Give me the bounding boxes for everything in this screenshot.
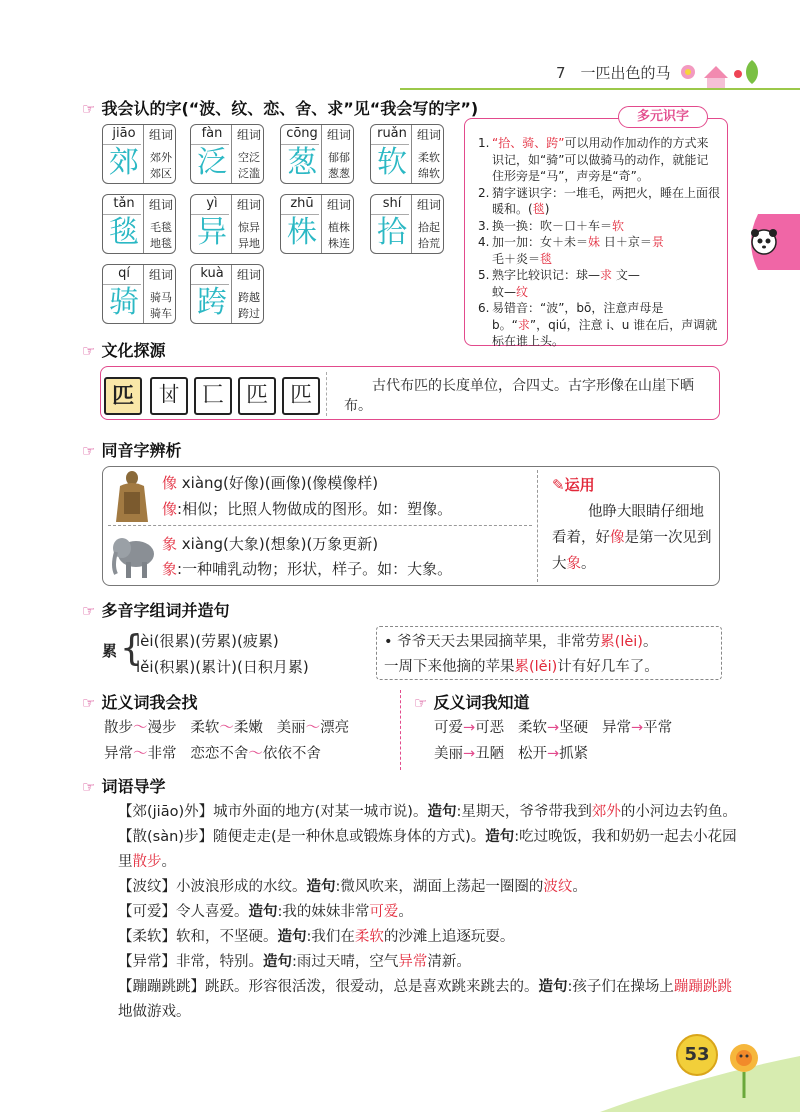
culture-divider xyxy=(326,372,327,416)
char-word-2: 郊区 xyxy=(150,167,172,180)
glossary-section-title: ☞ 词语导学 xyxy=(82,777,166,796)
homophone-vdivider xyxy=(537,470,538,582)
homophone-section-title: ☞ 同音字辨析 xyxy=(82,441,182,460)
card-divider xyxy=(231,125,232,183)
group-label: 组词 xyxy=(148,128,173,142)
culture-ancient-char-4: 匹 xyxy=(282,377,320,415)
glossary-list xyxy=(118,800,738,1025)
polyphone-sentence-1: • 爷爷天天去果园摘苹果，非常劳累(lèi)。 xyxy=(384,634,658,650)
polyphone-reading-2: lěi(积累)(累计)(日积月累) xyxy=(136,658,309,676)
polyphone-char: 累 xyxy=(102,642,118,660)
char-card-10 xyxy=(190,264,264,324)
char-glyph: 郊 xyxy=(109,145,139,180)
culture-text: 古代布匹的长度单位，合四丈。古字形像在山崖下晒布。 xyxy=(344,378,694,414)
glossary-entry: 【散(sàn)步】随便走走(是一种休息或锻炼身体的方式)。造句:吃过晚饭，我和奶奶一起去小花园里散步。 xyxy=(118,829,737,870)
card-divider xyxy=(321,195,322,253)
char-word-1: 柔软 xyxy=(418,151,440,164)
char-pinyin: kuà xyxy=(200,266,224,281)
char-word-1: 毛毯 xyxy=(150,221,172,234)
char-word-1: 空泛 xyxy=(238,151,260,164)
page-number: 53 xyxy=(676,1034,718,1076)
homophone-b-line2: 象:一种哺乳动物；形状，样子。如：大象。 xyxy=(162,560,453,578)
char-glyph: 毯 xyxy=(109,215,139,250)
confucius-statue-image xyxy=(110,468,154,524)
char-glyph: 拾 xyxy=(377,215,407,250)
char-glyph: 跨 xyxy=(197,285,227,320)
card-divider xyxy=(143,125,144,183)
char-card-9 xyxy=(102,264,176,324)
antonym-row-2: 美丽→丑陋 松开→抓紧 xyxy=(434,746,589,762)
card-divider xyxy=(231,265,232,323)
synonym-row-2: 异常～非常 恋恋不舍～依依不舍 xyxy=(104,746,321,762)
char-glyph: 泛 xyxy=(197,145,227,180)
char-pinyin: jiāo xyxy=(112,126,136,141)
char-word-2: 骑车 xyxy=(150,307,172,320)
char-pinyin: yì xyxy=(206,196,218,211)
multi-literacy-title: 多元识字 xyxy=(618,106,708,128)
culture-modern-char: 匹 xyxy=(104,377,142,415)
char-word-2: 株连 xyxy=(328,237,350,250)
homophone-a-line1: 像 xiàng(好像)(画像)(像模像样) xyxy=(162,474,379,492)
char-word-2: 跨过 xyxy=(238,307,260,320)
group-label: 组词 xyxy=(148,198,173,212)
char-card-4 xyxy=(370,124,444,184)
polyphone-section-title: ☞ 多音字组词并造句 xyxy=(82,601,230,620)
homophone-b-line1: 象 xiàng(大象)(想象)(万象更新) xyxy=(162,535,379,553)
homophone-use-title: ✎运用 xyxy=(552,476,595,494)
char-pinyin: shí xyxy=(382,196,402,211)
char-word-2: 葱葱 xyxy=(328,167,350,180)
card-divider xyxy=(143,265,144,323)
char-pinyin: cōng xyxy=(286,126,318,141)
glossary-entry: 【可爱】令人喜爱。造句:我的妹妹非常可爱。 xyxy=(118,904,413,920)
card-divider xyxy=(231,195,232,253)
char-glyph: 软 xyxy=(377,145,407,180)
char-word-2: 泛滥 xyxy=(238,167,260,180)
card-divider xyxy=(321,125,322,183)
polyphone-reading-1: lèi(很累)(劳累)(疲累) xyxy=(136,632,279,650)
group-label: 组词 xyxy=(236,198,261,212)
char-card-5 xyxy=(102,194,176,254)
pencil-icon: ✎ xyxy=(552,476,565,494)
char-card-6 xyxy=(190,194,264,254)
elephant-image xyxy=(108,530,158,582)
char-pinyin: tǎn xyxy=(113,196,135,211)
lesson-title: 7 一匹出色的马 xyxy=(556,64,671,82)
char-word-2: 拾荒 xyxy=(418,237,440,250)
culture-ancient-char-3: 匹 xyxy=(238,377,276,415)
antonym-section-title: ☞ 反义词我知道 xyxy=(414,693,530,712)
char-word-1: 跨越 xyxy=(238,291,260,304)
glossary-entry: 【蹦蹦跳跳】跳跃。形容很活泼，很爱动，总是喜欢跳来跳去的。造句:孩子们在操场上蹦蹦跳跳地做游戏。 xyxy=(118,979,732,1020)
card-divider xyxy=(143,195,144,253)
char-pinyin: fàn xyxy=(201,126,223,141)
antonym-row-1: 可爱→可恶 柔软→坚硬 异常→平常 xyxy=(434,720,673,736)
char-word-2: 绵软 xyxy=(418,167,440,180)
group-label: 组词 xyxy=(416,198,441,212)
synonym-section-title: ☞ 近义词我会找 xyxy=(82,693,198,712)
homophone-use-text: 他睁大眼睛仔细地看着，好像是第一次见到大象。 xyxy=(552,504,712,572)
multi-literacy-list: 1. “拾、骑、跨”可以用动作加动作的方式来识记，如“骑”可以做骑马的动作，就能记住形旁是“马”，声旁是“奇”。 2. 猜字谜识字：一堆毛，两把火，睡在上面很暖和。(毯) 3. 换一换：吹－口＋车＝软 4. 加一加：女＋未＝妹 日＋京＝景 毛＋炎＝毯 5. 熟字比较识记：球—求 文— 蚊—纹 6. 易错音：“波”，bō，注意声母是 b。“求”，qiú，注意 i、u 谁在后，声调就标在谁上头。 xyxy=(478,136,721,348)
glossary-entry: 【郊(jiāo)外】城市外面的地方(对某一城市说)。造句:星期天，爷爷带我到郊外的小河边去钓鱼。 xyxy=(118,804,737,820)
synonym-row-1: 散步～漫步 柔软～柔嫩 美丽～漂亮 xyxy=(104,720,350,736)
char-pinyin: qí xyxy=(118,266,130,281)
glossary-entry: 【波纹】小波浪形成的水纹。造句:微风吹来，湖面上荡起一圈圈的波纹。 xyxy=(118,879,587,895)
char-card-3 xyxy=(280,124,354,184)
char-word-1: 郊外 xyxy=(150,151,172,164)
group-label: 组词 xyxy=(148,268,173,282)
char-card-8 xyxy=(370,194,444,254)
char-glyph: 异 xyxy=(197,215,227,250)
group-label: 组词 xyxy=(236,268,261,282)
polyphone-sentence-2: 一周下来他摘的苹果累(lěi)计有好几车了。 xyxy=(384,659,659,675)
glossary-entry: 【异常】非常，特别。造句:雨过天晴，空气异常清新。 xyxy=(118,954,471,970)
polyphone-brace: { xyxy=(120,628,143,669)
char-glyph: 株 xyxy=(287,215,317,250)
char-pinyin: ruǎn xyxy=(377,126,407,141)
glossary-entry: 【柔软】软和，不坚硬。造句:我们在柔软的沙滩上追逐玩耍。 xyxy=(118,929,515,945)
group-label: 组词 xyxy=(236,128,261,142)
card-divider xyxy=(411,125,412,183)
char-pinyin: zhū xyxy=(290,196,314,211)
char-word-1: 郁郁 xyxy=(328,151,350,164)
culture-section-title: ☞ 文化探源 xyxy=(82,341,166,360)
culture-ancient-char-1: 𠀠 xyxy=(150,377,188,415)
char-card-2 xyxy=(190,124,264,184)
homophone-a-line2: 像:相似；比照人物做成的图形。如：塑像。 xyxy=(162,500,453,518)
pointing-hand-icon: ☞ xyxy=(82,100,96,118)
char-word-1: 惊异 xyxy=(238,221,260,234)
flowers-house-icon xyxy=(676,52,764,90)
char-word-2: 异地 xyxy=(238,237,260,250)
group-label: 组词 xyxy=(326,128,351,142)
culture-ancient-char-2: 匸 xyxy=(194,377,232,415)
homophone-divider xyxy=(108,525,532,526)
char-glyph: 葱 xyxy=(287,145,317,180)
group-label: 组词 xyxy=(416,128,441,142)
group-label: 组词 xyxy=(326,198,351,212)
char-card-1 xyxy=(102,124,176,184)
card-divider xyxy=(411,195,412,253)
vocab-divider xyxy=(400,690,401,770)
char-card-7 xyxy=(280,194,354,254)
sunflower-icon xyxy=(724,1040,764,1100)
char-word-1: 植株 xyxy=(328,221,350,234)
recognize-section-title: ☞ 我会认的字(“波、纹、恋、舍、求”见“我会写的字”) xyxy=(82,99,479,118)
char-word-2: 地毯 xyxy=(150,237,172,250)
char-glyph: 骑 xyxy=(109,285,139,320)
panda-icon xyxy=(744,214,800,270)
char-word-1: 拾起 xyxy=(418,221,440,234)
char-word-1: 骑马 xyxy=(150,291,172,304)
